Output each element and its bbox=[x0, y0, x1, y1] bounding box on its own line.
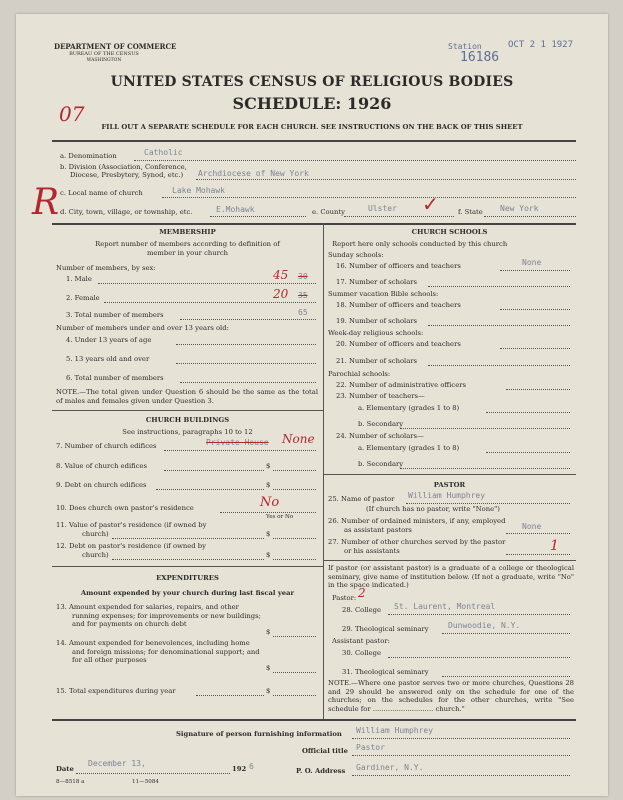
summer-label: Summer vacation Bible schools: bbox=[328, 290, 439, 298]
q24a-label: a. Elementary (grades 1 to 8) bbox=[358, 444, 460, 452]
check-mark: ✓ bbox=[422, 192, 439, 216]
q11-label-2: church) bbox=[82, 530, 109, 538]
station-number: 16186 bbox=[460, 50, 500, 65]
q25-value: William Humphrey bbox=[408, 491, 486, 500]
city-label: d. City, town, village, or township, etc. bbox=[60, 208, 193, 216]
q4-label: 4. Under 13 years of age bbox=[66, 336, 152, 344]
signature-value: William Humphrey bbox=[356, 726, 434, 735]
q7-hand-value: None bbox=[282, 432, 315, 446]
q12-dollar: $ bbox=[266, 551, 271, 559]
pastor-note: NOTE.—Where one pastor serves two or more churches, Questions 28 and 29 should be answered only on the schedule for one of the churches; on the schedules for the other churches, write "See schedule for ............................ church." bbox=[328, 679, 574, 713]
print-number: 11—5084 bbox=[132, 779, 159, 785]
form-number: 8—8518 a bbox=[56, 779, 85, 785]
bureau: BUREAU OF THE CENSUS bbox=[69, 51, 139, 57]
q27-label: 27. Number of other churches served by the pastor or his assistants bbox=[328, 538, 506, 555]
q26-value: None bbox=[522, 522, 542, 531]
q9-label: 9. Debt on church edifices bbox=[56, 481, 147, 489]
q15-dollar: $ bbox=[266, 687, 271, 695]
q7-label: 7. Number of church edifices bbox=[56, 442, 157, 450]
graduate-note: If pastor (or assistant pastor) is a graduate of a college or theological seminary, give name of institution below. (If not a graduate, write "No" in the space indicated.) bbox=[328, 564, 574, 590]
q14-dollar: $ bbox=[266, 664, 271, 672]
q28-value: St. Laurent, Montreal bbox=[394, 602, 496, 611]
q8-label: 8. Value of church edifices bbox=[56, 462, 148, 470]
assistant-label: Assistant pastor: bbox=[332, 637, 390, 645]
official-title-value: Pastor bbox=[356, 743, 385, 752]
department: DEPARTMENT OF COMMERCE bbox=[54, 42, 177, 51]
po-address-value: Gardiner, N.Y. bbox=[356, 763, 424, 772]
division-value: Archdiocese of New York bbox=[198, 169, 309, 178]
q10-hand-value: No bbox=[260, 495, 280, 510]
q18-label: 18. Number of officers and teachers bbox=[336, 301, 461, 309]
division-label-2: Diocese, Presbytery, Synod, etc.) bbox=[70, 171, 184, 179]
q2-label: 2. Female bbox=[66, 294, 100, 302]
q29-label: 29. Theological seminary bbox=[342, 625, 429, 633]
q8-dollar: $ bbox=[266, 462, 271, 470]
by-sex-label: Number of members, by sex: bbox=[56, 264, 156, 272]
date-value: December 13, bbox=[88, 759, 146, 768]
q2-typed-value: 35 bbox=[298, 291, 308, 300]
official-title-label: Official title bbox=[302, 747, 348, 755]
form-title: UNITED STATES CENSUS OF RELIGIOUS BODIES bbox=[110, 74, 514, 90]
q26-label: 26. Number of ordained ministers, if any, employed as assistant pastors bbox=[328, 517, 506, 534]
expenditures-sub: Amount expended by your church during last fiscal year bbox=[80, 589, 295, 597]
q9-dollar: $ bbox=[266, 481, 271, 489]
q1-label: 1. Male bbox=[66, 275, 92, 283]
q3-label: 3. Total number of members bbox=[66, 311, 164, 319]
q23a-label: a. Elementary (grades 1 to 8) bbox=[358, 404, 460, 412]
membership-intro-1: Report number of members according to definition of bbox=[95, 240, 280, 248]
q13-label: 13. Amount expended for salaries, repairs, and other running expenses; for improvements or new buildings; and for payments on church debt bbox=[56, 603, 261, 629]
q15-label: 15. Total expenditures during year bbox=[56, 687, 176, 695]
q24b-label: b. Secondary bbox=[358, 460, 404, 468]
city-value: E.Mohawk bbox=[216, 205, 255, 214]
year-prefix: 192 bbox=[232, 765, 247, 773]
q23b-label: b. Secondary bbox=[358, 420, 404, 428]
column-divider bbox=[323, 223, 324, 719]
q16-label: 16. Number of officers and teachers bbox=[336, 262, 461, 270]
q25-note: (If church has no pastor, write "None") bbox=[366, 505, 500, 513]
sunday-label: Sunday schools: bbox=[328, 251, 384, 259]
q21-label: 21. Number of scholars bbox=[336, 357, 418, 365]
division-label: b. Division (Association, Conference, bbox=[60, 163, 187, 171]
q10-label: 10. Does church own pastor's residence bbox=[56, 504, 194, 512]
margin-mark-r: R bbox=[32, 182, 60, 223]
under-over-label: Number of members under and over 13 years old: bbox=[56, 324, 229, 332]
q12-label: 12. Debt on pastor's residence (if owned by bbox=[56, 542, 206, 550]
top-rule bbox=[52, 140, 576, 142]
denomination-value: Catholic bbox=[144, 148, 183, 157]
instruction-line: FILL OUT A SEPARATE SCHEDULE FOR EACH CHURCH. SEE INSTRUCTIONS ON THE BACK OF THIS SHEET bbox=[101, 123, 523, 131]
q11-label: 11. Value of pastor's residence (if owned by bbox=[56, 521, 207, 529]
state-value: New York bbox=[500, 204, 539, 213]
local-name-value: Lake Mohawk bbox=[172, 186, 225, 195]
membership-intro-2: member in your church bbox=[146, 249, 229, 257]
q14-label: 14. Amount expended for benevolences, including home and foreign missions; for denominational support; and for all other purposes bbox=[56, 639, 260, 665]
q11-dollar: $ bbox=[266, 530, 271, 538]
q20-label: 20. Number of officers and teachers bbox=[336, 340, 461, 348]
local-name-label: c. Local name of church bbox=[60, 189, 143, 197]
q2-hand-value: 20 bbox=[273, 287, 289, 301]
q27-value: 1 bbox=[550, 538, 559, 554]
census-schedule-page bbox=[16, 14, 608, 796]
q1-typed-value: 30 bbox=[298, 272, 308, 281]
buildings-heading: CHURCH BUILDINGS bbox=[145, 416, 230, 424]
membership-heading: MEMBERSHIP bbox=[159, 228, 216, 236]
membership-note: NOTE.—The total given under Question 6 should be the same as the total of males and females given under Question 3. bbox=[56, 388, 318, 405]
pastor-hand-mark: 2 bbox=[358, 586, 366, 600]
county-value: Ulster bbox=[368, 204, 397, 213]
buildings-sub: See instructions, paragraphs 10 to 12 bbox=[122, 428, 253, 436]
state-label: f. State bbox=[458, 208, 483, 216]
city: WASHINGTON bbox=[86, 58, 122, 63]
signature-label: Signature of person furnishing information bbox=[176, 730, 342, 738]
q28-label: 28. College bbox=[342, 606, 382, 614]
expenditures-heading: EXPENDITURES bbox=[156, 574, 219, 582]
q1-hand-value: 45 bbox=[273, 268, 289, 282]
q23-label: 23. Number of teachers— bbox=[336, 392, 425, 400]
q6-label: 6. Total number of members bbox=[66, 374, 164, 382]
schedule-title: SCHEDULE: 1926 bbox=[232, 94, 392, 113]
q24-label: 24. Number of scholars— bbox=[336, 432, 424, 440]
parochial-label: Parochial schools: bbox=[328, 370, 391, 378]
q17-label: 17. Number of scholars bbox=[336, 278, 418, 286]
q5-label: 5. 13 years old and over bbox=[66, 355, 150, 363]
q7-typed-value: Private House bbox=[206, 438, 269, 447]
station-label: Station bbox=[448, 42, 482, 51]
po-address-label: P. O. Address bbox=[296, 767, 346, 775]
q25-label: 25. Name of pastor bbox=[328, 495, 395, 503]
county-label: e. County bbox=[312, 208, 345, 216]
schools-intro: Report here only schools conducted by this church bbox=[332, 240, 508, 248]
q12-label-2: church) bbox=[82, 551, 109, 559]
weekday-label: Week-day religious schools: bbox=[328, 329, 424, 337]
year-suffix: 6 bbox=[249, 762, 254, 771]
pastor-sub-label: Pastor: bbox=[332, 594, 357, 602]
schools-heading: CHURCH SCHOOLS bbox=[411, 228, 488, 236]
q31-label: 31. Theological seminary bbox=[342, 668, 429, 676]
pastor-heading: PASTOR bbox=[433, 481, 466, 489]
denomination-label: a. Denomination bbox=[60, 152, 117, 160]
q16-value: None bbox=[522, 258, 542, 267]
q29-value: Dunwoodie, N.Y. bbox=[448, 621, 521, 630]
q22-label: 22. Number of administrative officers bbox=[336, 381, 466, 389]
date-label: Date bbox=[56, 765, 74, 773]
q3-value: 65 bbox=[298, 308, 308, 317]
stamp-date: OCT 2 1 1927 bbox=[508, 40, 574, 50]
q30-label: 30. College bbox=[342, 649, 382, 657]
margin-mark-07: 07 bbox=[59, 102, 85, 126]
yes-no-caption: Yes or No bbox=[266, 514, 294, 520]
q19-label: 19. Number of scholars bbox=[336, 317, 418, 325]
q13-dollar: $ bbox=[266, 628, 271, 636]
